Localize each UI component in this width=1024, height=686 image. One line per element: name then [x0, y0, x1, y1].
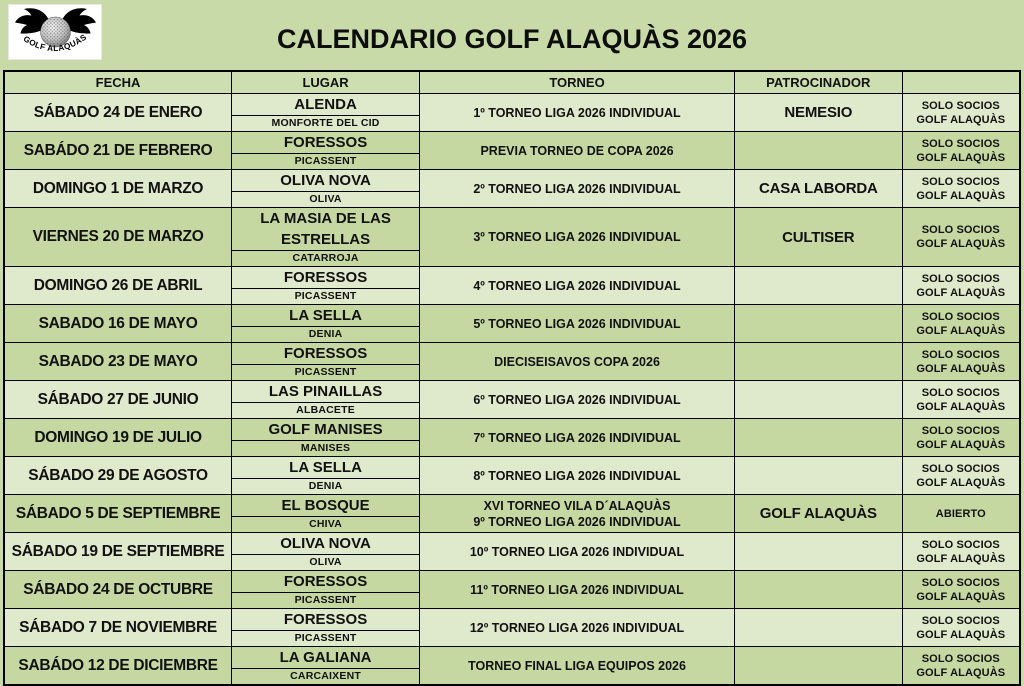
venue-city: PICASSENT — [294, 594, 357, 606]
column-header-fecha: FECHA — [4, 71, 232, 94]
acceso-line: GOLF ALAQUÀS — [916, 628, 1006, 641]
venue-city: DENIA — [308, 480, 343, 492]
fecha-cell: SABADO 16 DE MAYO — [4, 305, 232, 343]
venue-city: CATARROJA — [292, 252, 359, 264]
acceso-line: GOLF ALAQUÀS — [916, 666, 1006, 679]
acceso-line: GOLF ALAQUÀS — [916, 324, 1006, 337]
acceso-cell — [902, 571, 1020, 609]
acceso-cell — [902, 208, 1020, 267]
torneo-line: 12º TORNEO LIGA 2026 INDIVIDUAL — [469, 620, 685, 635]
header-row — [4, 71, 1020, 94]
torneo-line: 3º TORNEO LIGA 2026 INDIVIDUAL — [473, 230, 681, 244]
patrocinador-cell: GOLF ALAQUÀS — [734, 495, 902, 533]
venue-city: OLIVA — [309, 556, 342, 568]
table-row — [4, 305, 1020, 343]
acceso-line: SOLO SOCIOS — [921, 614, 1000, 627]
torneo-cell — [420, 132, 735, 170]
torneo-line: 11º TORNEO LIGA 2026 INDIVIDUAL — [470, 582, 684, 597]
acceso-line: SOLO SOCIOS — [921, 99, 1000, 112]
table-row — [4, 609, 1020, 647]
table-row — [4, 647, 1020, 686]
acceso-cell — [902, 381, 1020, 419]
venue-name: OLIVA NOVA — [232, 170, 419, 192]
lugar-cell — [232, 495, 420, 533]
fecha-cell: SÁBADO 24 DE ENERO — [4, 94, 232, 132]
patrocinador-cell — [734, 457, 902, 495]
calendar-table — [3, 70, 1021, 686]
patrocinador-cell — [734, 609, 902, 647]
acceso-line: GOLF ALAQUÀS — [916, 362, 1006, 375]
table-row — [4, 343, 1020, 381]
torneo-line: 4º TORNEO LIGA 2026 INDIVIDUAL — [473, 278, 681, 293]
venue-city: PICASSENT — [294, 366, 357, 378]
patrocinador-cell — [734, 343, 902, 381]
column-header-torneo: TORNEO — [420, 71, 735, 94]
table-row — [4, 381, 1020, 419]
lugar-cell — [232, 457, 420, 495]
acceso-cell — [902, 132, 1020, 170]
torneo-cell — [420, 495, 735, 533]
torneo-line: 8º TORNEO LIGA 2026 INDIVIDUAL — [473, 468, 681, 483]
torneo-cell — [420, 457, 735, 495]
fecha-cell: DOMINGO 19 DE JULIO — [4, 419, 232, 457]
venue-name: FORESSOS — [232, 132, 419, 154]
torneo-cell — [420, 609, 735, 647]
acceso-line: GOLF ALAQUÀS — [916, 438, 1006, 451]
venue-city: MANISES — [300, 442, 351, 454]
torneo-line: 7º TORNEO LIGA 2026 INDIVIDUAL — [473, 430, 681, 445]
torneo-line: PREVIA TORNEO DE COPA 2026 — [480, 143, 674, 158]
venue-name: LAS PINAILLAS — [232, 381, 419, 403]
patrocinador-cell — [734, 305, 902, 343]
venue-name: LA SELLA — [232, 305, 419, 327]
column-header-lugar: LUGAR — [232, 71, 420, 94]
venue-city: DENIA — [308, 328, 343, 340]
torneo-cell — [420, 571, 735, 609]
lugar-cell — [232, 533, 420, 571]
fecha-cell: SABÁDO 12 DE DICIEMBRE — [4, 647, 232, 686]
fecha-cell: SÁBADO 19 DE SEPTIEMBRE — [4, 533, 232, 571]
fecha-cell: SÁBADO 24 DE OCTUBRE — [4, 571, 232, 609]
venue-name: OLIVA NOVA — [232, 533, 419, 555]
patrocinador-cell — [734, 132, 902, 170]
venue-name: LA GALIANA — [232, 647, 419, 669]
venue-name: FORESSOS — [232, 609, 419, 631]
acceso-cell — [902, 170, 1020, 208]
torneo-line: 9º TORNEO LIGA 2026 INDIVIDUAL — [473, 514, 681, 529]
torneo-line: 2º TORNEO LIGA 2026 INDIVIDUAL — [473, 181, 681, 196]
venue-name: LA SELLA — [232, 457, 419, 479]
venue-city: CHIVA — [309, 518, 342, 530]
logo-text: GOLF ALAQUÀS — [21, 32, 89, 54]
torneo-cell — [420, 533, 735, 571]
acceso-line: SOLO SOCIOS — [921, 386, 1000, 399]
acceso-line: GOLF ALAQUÀS — [916, 189, 1006, 202]
torneo-line: TORNEO FINAL LIGA EQUIPOS 2026 — [468, 658, 686, 673]
table-row — [4, 419, 1020, 457]
acceso-line: ABIERTO — [935, 507, 986, 520]
acceso-cell — [902, 647, 1020, 686]
acceso-line: SOLO SOCIOS — [921, 348, 1000, 361]
torneo-cell — [420, 381, 735, 419]
torneo-cell — [420, 267, 735, 305]
lugar-cell — [232, 419, 420, 457]
fecha-cell: DOMINGO 26 DE ABRIL — [4, 267, 232, 305]
lugar-cell — [232, 609, 420, 647]
lugar-cell — [232, 132, 420, 170]
venue-name: GOLF MANISES — [232, 419, 419, 441]
column-header-patrocinador: PATROCINADOR — [734, 71, 902, 94]
acceso-line: SOLO SOCIOS — [921, 137, 1000, 150]
calendar-table-body — [4, 94, 1020, 686]
lugar-cell — [232, 267, 420, 305]
torneo-cell — [420, 343, 735, 381]
acceso-cell — [902, 94, 1020, 132]
venue-city: MONFORTE DEL CID — [271, 117, 380, 129]
patrocinador-cell — [734, 647, 902, 686]
torneo-line: DIECISEISAVOS COPA 2026 — [494, 354, 660, 369]
venue-city: PICASSENT — [294, 155, 357, 167]
torneo-line: XVI TORNEO VILA D´ALAQUÀS — [483, 498, 671, 513]
patrocinador-cell: CULTISER — [734, 208, 902, 267]
acceso-cell — [902, 609, 1020, 647]
acceso-line: SOLO SOCIOS — [921, 576, 1000, 589]
acceso-cell — [902, 495, 1020, 533]
torneo-cell — [420, 647, 735, 686]
table-row — [4, 94, 1020, 132]
table-row — [4, 457, 1020, 495]
lugar-cell — [232, 343, 420, 381]
acceso-line: GOLF ALAQUÀS — [916, 476, 1006, 489]
acceso-line: GOLF ALAQUÀS — [916, 400, 1006, 413]
acceso-line: SOLO SOCIOS — [921, 272, 1000, 285]
venue-city: OLIVA — [309, 193, 342, 205]
patrocinador-cell — [734, 381, 902, 419]
acceso-cell — [902, 419, 1020, 457]
venue-name: LA MASIA DE LAS ESTRELLAS — [232, 208, 419, 251]
acceso-line: SOLO SOCIOS — [921, 310, 1000, 323]
patrocinador-cell — [734, 571, 902, 609]
venue-city: CARCAIXENT — [290, 670, 361, 682]
fecha-cell: DOMINGO 1 DE MARZO — [4, 170, 232, 208]
fecha-cell: VIERNES 20 DE MARZO — [4, 208, 232, 267]
lugar-cell — [232, 647, 420, 686]
acceso-line: GOLF ALAQUÀS — [916, 151, 1006, 164]
venue-name: FORESSOS — [232, 267, 419, 289]
fecha-cell: SABÁDO 21 DE FEBRERO — [4, 132, 232, 170]
venue-city: PICASSENT — [294, 632, 357, 644]
table-row — [4, 533, 1020, 571]
venue-name: FORESSOS — [232, 571, 419, 593]
patrocinador-cell — [734, 419, 902, 457]
acceso-line: GOLF ALAQUÀS — [916, 113, 1006, 126]
lugar-cell — [232, 381, 420, 419]
fecha-cell: SABADO 23 DE MAYO — [4, 343, 232, 381]
torneo-line: 1º TORNEO LIGA 2026 INDIVIDUAL — [473, 105, 681, 120]
acceso-line: SOLO SOCIOS — [921, 538, 1000, 551]
venue-city: PICASSENT — [294, 290, 357, 302]
table-row — [4, 571, 1020, 609]
acceso-line: SOLO SOCIOS — [921, 424, 1000, 437]
venue-name: ALENDA — [232, 94, 419, 116]
venue-city: ALBACETE — [296, 404, 355, 416]
fecha-cell: SÁBADO 5 DE SEPTIEMBRE — [4, 495, 232, 533]
table-row — [4, 132, 1020, 170]
torneo-cell — [420, 208, 735, 267]
patrocinador-cell: NEMESIO — [734, 94, 902, 132]
fecha-cell: SÁBADO 7 DE NOVIEMBRE — [4, 609, 232, 647]
fecha-cell: SÁBADO 27 DE JUNIO — [4, 381, 232, 419]
acceso-line: SOLO SOCIOS — [921, 462, 1000, 475]
acceso-line: GOLF ALAQUÀS — [916, 590, 1006, 603]
torneo-line: 6º TORNEO LIGA 2026 INDIVIDUAL — [473, 392, 681, 407]
venue-name: FORESSOS — [232, 343, 419, 365]
torneo-cell — [420, 305, 735, 343]
lugar-cell — [232, 170, 420, 208]
patrocinador-cell — [734, 267, 902, 305]
patrocinador-cell — [734, 533, 902, 571]
acceso-line: GOLF ALAQUÀS — [916, 552, 1006, 565]
lugar-cell — [232, 208, 420, 267]
torneo-line: 10º TORNEO LIGA 2026 INDIVIDUAL — [469, 544, 685, 559]
page-title: CALENDARIO GOLF ALAQUÀS 2026 — [276, 24, 748, 54]
acceso-cell — [902, 267, 1020, 305]
column-header-acceso — [902, 71, 1020, 94]
acceso-line: GOLF ALAQUÀS — [916, 286, 1006, 299]
table-row — [4, 267, 1020, 305]
torneo-cell — [420, 94, 735, 132]
table-row — [4, 208, 1020, 267]
acceso-line: SOLO SOCIOS — [921, 652, 1000, 665]
acceso-line: SOLO SOCIOS — [921, 224, 1000, 236]
torneo-cell — [420, 419, 735, 457]
table-row — [4, 170, 1020, 208]
lugar-cell — [232, 305, 420, 343]
venue-name: EL BOSQUE — [232, 495, 419, 517]
table-row — [4, 495, 1020, 533]
torneo-cell — [420, 170, 735, 208]
acceso-cell — [902, 533, 1020, 571]
lugar-cell — [232, 94, 420, 132]
acceso-line: SOLO SOCIOS — [921, 175, 1000, 188]
acceso-cell — [902, 457, 1020, 495]
acceso-line: GOLF ALAQUÀS — [916, 238, 1006, 250]
acceso-cell — [902, 343, 1020, 381]
acceso-cell — [902, 305, 1020, 343]
patrocinador-cell: CASA LABORDA — [734, 170, 902, 208]
torneo-line: 5º TORNEO LIGA 2026 INDIVIDUAL — [473, 316, 681, 331]
lugar-cell — [232, 571, 420, 609]
fecha-cell: SÁBADO 29 DE AGOSTO — [4, 457, 232, 495]
